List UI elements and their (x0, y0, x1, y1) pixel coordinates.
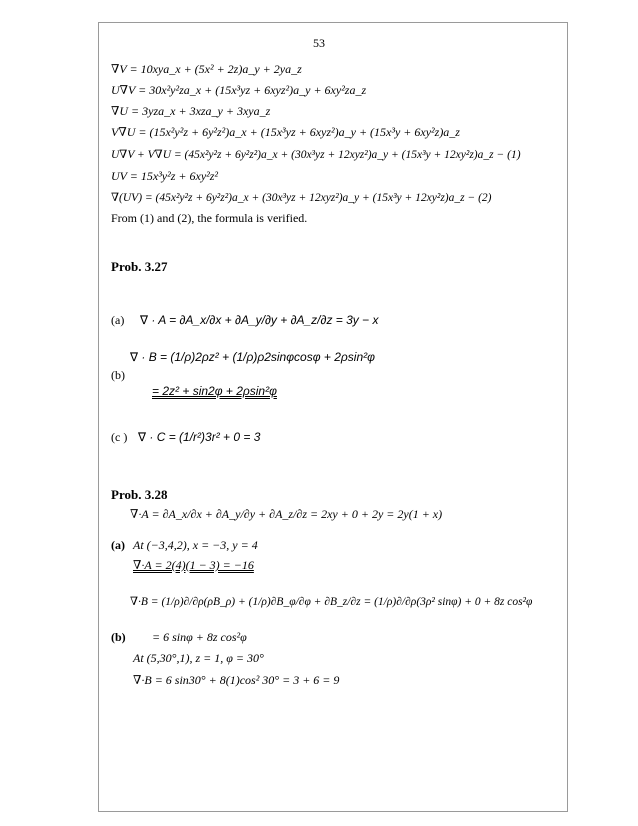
prob-328-div-a: ∇·A = ∂A_x/∂x + ∂A_y/∂y + ∂A_z/∂z = 2xy + 0 + 2y = 2y(1 + x) (130, 507, 443, 521)
prob-327-b-label: (b) (111, 368, 125, 382)
prob-328-b-at: At (5,30°,1), z = 1, φ = 30° (133, 651, 264, 665)
uv-line: UV = 15x³y²z + 6xy²z² (111, 169, 219, 183)
prob-328-a-at: At (−3,4,2), x = −3, y = 4 (133, 538, 258, 552)
verification-text: From (1) and (2), the formula is verified. (111, 211, 308, 225)
grad-u-line: ∇U = 3yza_x + 3xza_y + 3xya_z (111, 104, 271, 118)
prob-328-b-label: (b) (111, 630, 126, 644)
prob-328-a-label: (a) (111, 538, 125, 552)
prob-327-b-line1: ∇ · B = (1/ρ)2ρz² + (1/ρ)ρ2sinφcosφ + 2ρsin²φ (130, 350, 375, 364)
prob-328-div-b: ∇·B = (1/ρ)∂/∂ρ(ρB_ρ) + (1/ρ)∂B_φ/∂φ + ∂B_z/∂z = (1/ρ)∂/∂ρ(3ρ² sinφ) + 0 + 8z cos²φ (130, 596, 533, 608)
page-frame (98, 22, 568, 812)
prob-328-b-result: ∇·B = 6 sin30° + 8(1)cos² 30° = 3 + 6 = 9 (133, 673, 340, 687)
prob-327-title: Prob. 3.27 (111, 259, 168, 274)
prob-327-a-expr: ∇ · A = ∂A_x/∂x + ∂A_y/∂y + ∂A_z/∂z = 3y − x (140, 313, 379, 327)
sum-line: U∇V + V∇U = (45x²y²z + 6y²z²)a_x + (30x³yz + 12xyz²)a_y + (15x³y + 12xy²z)a_z − (1) (111, 149, 521, 161)
prob-327-c-expr: ∇ · C = (1/r²)3r² + 0 = 3 (138, 430, 261, 444)
prob-327-b-line2: = 2z² + sin2φ + 2ρsin²φ (152, 384, 277, 398)
page-number: 53 (313, 36, 325, 50)
u-grad-v-line: U∇V = 30x²y²za_x + (15x³yz + 6xyz²)a_y + 6xy²za_z (111, 83, 367, 97)
v-grad-u-line: V∇U = (15x²y²z + 6y²z²)a_x + (15x³yz + 6xyz²)a_y + (15x³y + 6xy²z)a_z (111, 125, 460, 139)
prob-327-a-label: (a) (111, 313, 125, 327)
prob-328-b-line: = 6 sinφ + 8z cos²φ (152, 630, 247, 644)
prob-327-c-label: (c ) (111, 430, 128, 444)
grad-v-line: ∇V = 10xya_x + (5x² + 2z)a_y + 2ya_z (111, 62, 302, 76)
grad-uv-line: ∇(UV) = (45x²y²z + 6y²z²)a_x + (30x³yz + 12xyz²)a_y + (15x³y + 12xy²z)a_z − (2) (111, 192, 492, 204)
prob-328-title: Prob. 3.28 (111, 487, 168, 502)
prob-328-a-result: ∇·A = 2(4)(1 − 3) = −16 (133, 558, 254, 572)
